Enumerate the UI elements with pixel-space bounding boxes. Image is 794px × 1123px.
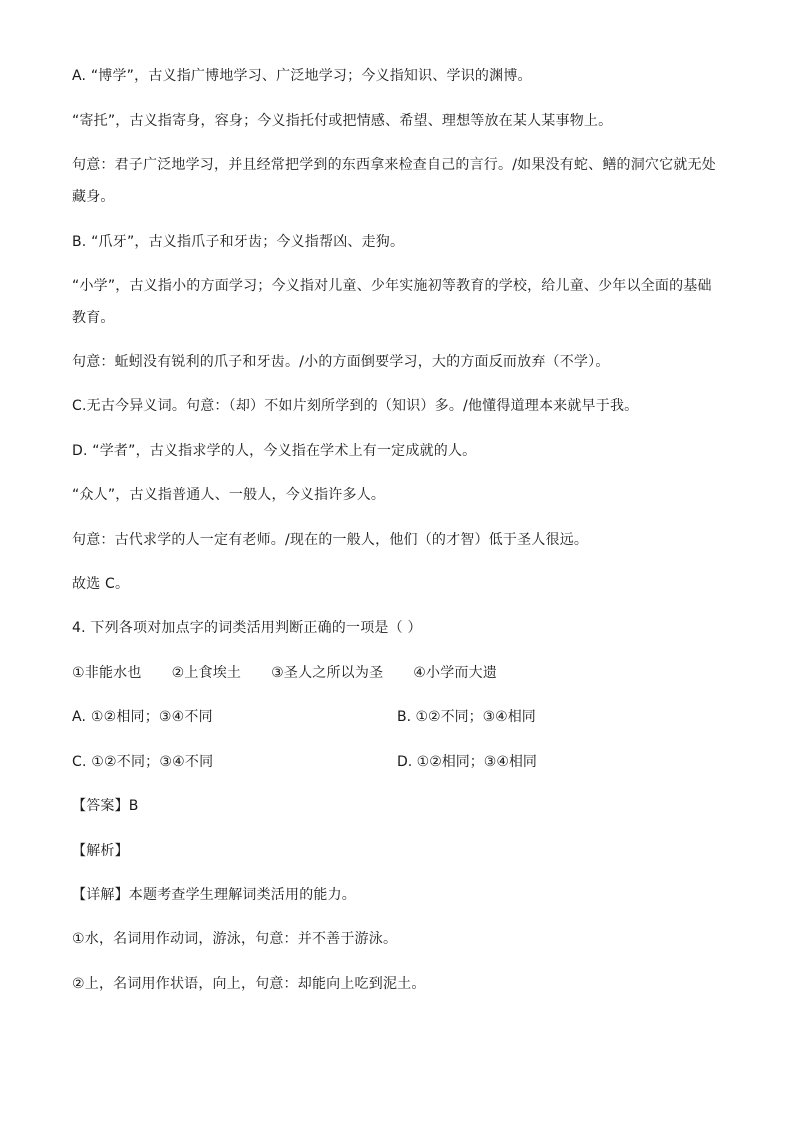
- choice-c: C. ①②不同；③④不同: [72, 754, 214, 770]
- item-1: ①非能水也: [72, 665, 142, 681]
- question-4-items: [72, 663, 527, 683]
- conclusion: 故选 C。: [72, 576, 130, 592]
- option-a-line-2: “寄托”，古义指寄身，容身；今义指托付或把情感、希望、理想等放在某人某事物上。: [72, 113, 613, 129]
- option-d-sentence: 句意：古代求学的人一定有老师。/现在的一般人，他们（的才智）低于圣人很远。: [72, 532, 589, 548]
- option-b-line-2-cont: 教育。: [72, 310, 115, 326]
- option-c-line: C.无古今异义词。句意：（却）不如片刻所学到的（知识）多。/他懂得道理本来就早于我。: [72, 398, 639, 414]
- choice-a: A. ①②相同；③④不同: [72, 709, 213, 725]
- item-3: ③圣人之所以为圣: [271, 665, 384, 681]
- option-d-line-2: “众人”，古义指普通人、一般人，今义指许多人。: [72, 487, 386, 503]
- analysis-label: 【解析】: [72, 843, 129, 859]
- option-a-sentence-cont: 藏身。: [72, 189, 115, 205]
- question-4-stem: 4. 下列各项对加点字的词类活用判断正确的一项是（ ）: [72, 620, 422, 636]
- explanation-1: ①水，名词用作动词，游泳，句意：并不善于游泳。: [72, 931, 398, 947]
- choice-d: D. ①②相同；③④相同: [397, 754, 537, 770]
- option-a-sentence: 句意：君子广泛地学习，并且经常把学到的东西拿来检查自己的言行。/如果没有蛇、鳝的洞穴它就无处: [72, 157, 716, 173]
- item-4: ④小学而大遗: [413, 665, 498, 681]
- option-b-line-1: B. “爪牙”，古义指爪子和牙齿；今义指帮凶、走狗。: [72, 234, 405, 250]
- option-d-line-1: D. “学者”，古义指求学的人，今义指在学术上有一定成就的人。: [72, 443, 477, 459]
- detail-line: 【详解】本题考查学生理解词类活用的能力。: [72, 887, 356, 903]
- choice-b: B. ①②不同；③④相同: [397, 709, 536, 725]
- option-b-line-2: “小学”，古义指小的方面学习；今义指对儿童、少年实施初等教育的学校，给儿童、少年以全面的基础: [72, 278, 712, 294]
- option-a-line-1: A. “博学”，古义指广博地学习、广泛地学习；今义指知识、学识的渊博。: [72, 68, 532, 84]
- explanation-2: ②上，名词用作状语，向上，句意：却能向上吃到泥土。: [72, 976, 426, 992]
- answer-label: 【答案】B: [72, 798, 139, 814]
- option-b-sentence: 句意：蚯蚓没有锐利的爪子和牙齿。/小的方面倒要学习，大的方面反而放弃（不学）。: [72, 354, 610, 370]
- item-2: ②上食埃土: [171, 665, 242, 681]
